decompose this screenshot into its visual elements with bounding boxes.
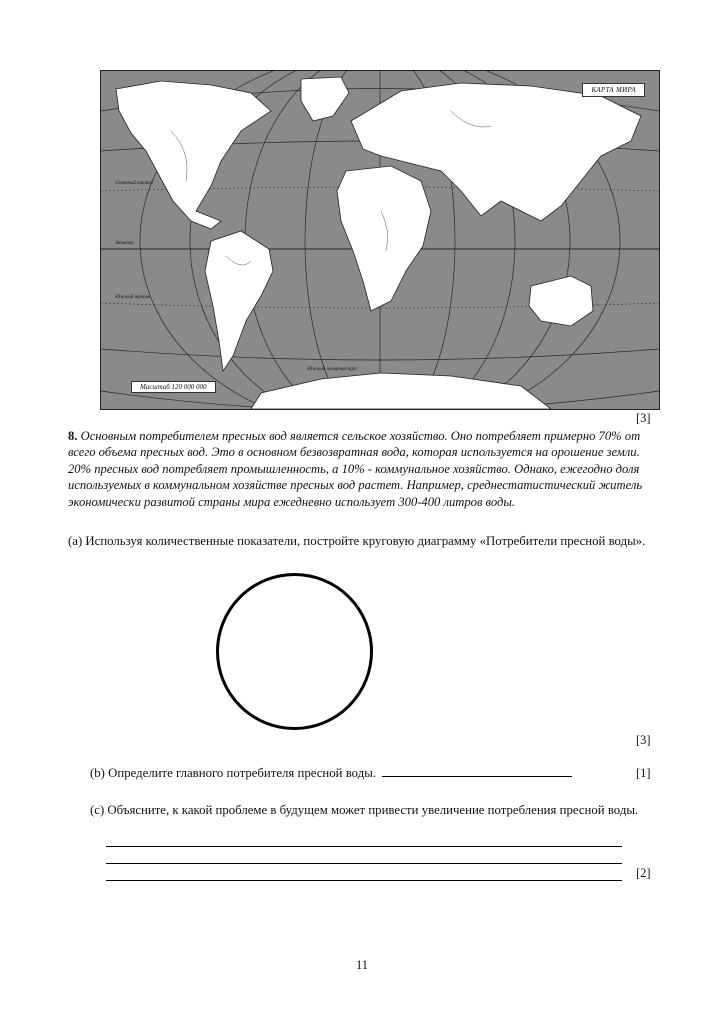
map-scale-label: Масштаб 120 000 000 xyxy=(131,381,216,393)
answer-line-c-3[interactable] xyxy=(106,880,622,881)
tropic-north-label: Северный тропик xyxy=(115,181,154,186)
world-map-figure xyxy=(100,70,660,410)
question-8 xyxy=(68,428,658,510)
map-score-mark: [3] xyxy=(636,411,651,425)
equator-label: Экватор xyxy=(115,241,134,246)
world-map-graphic xyxy=(101,71,659,409)
map-title-badge: КАРТА МИРА xyxy=(582,83,645,97)
tropic-south-label: Южный тропик xyxy=(115,295,151,300)
c-score-mark: [2] xyxy=(636,866,651,880)
answer-line-b[interactable] xyxy=(382,776,572,777)
question-part-a: (a) Используя количественные показатели, постройте круговую диаграмму «Потребители пресной воды». xyxy=(68,534,646,548)
question-part-b xyxy=(90,766,572,781)
pie-chart-drawing-circle[interactable] xyxy=(216,573,373,730)
b-score-mark: [1] xyxy=(636,766,651,780)
question-number: 8. xyxy=(68,429,78,443)
pie-score-mark: [3] xyxy=(636,733,651,747)
answer-line-c-1[interactable] xyxy=(106,846,622,847)
page-number: 11 xyxy=(355,958,369,972)
question-part-c: (c) Объясните, к какой проблеме в будущем может привести увеличение потребления пресной воды. xyxy=(90,803,639,817)
antarctic-circle-label: Южный полярный круг xyxy=(307,367,357,372)
question-part-b-text: (b) Определите главного потребителя пресной воды. xyxy=(90,766,377,780)
answer-line-c-2[interactable] xyxy=(106,863,622,864)
question-text: Основным потребителем пресных вод является сельское хозяйство. Оно потребляет примерно 70% от всего объема пресных вод. Это в основном безвозвратная вода, которая используется на орошение земли. 20% пресных вод потребляет промышленность, а 10% - коммунальное хозяйство. Однако, ежегодно доля используемых в коммунальном хозяйстве пресных вод растет. Например, среднестатистический житель экономически развитой страны мира ежедневно использует 300-400 литров воды. xyxy=(68,429,643,509)
